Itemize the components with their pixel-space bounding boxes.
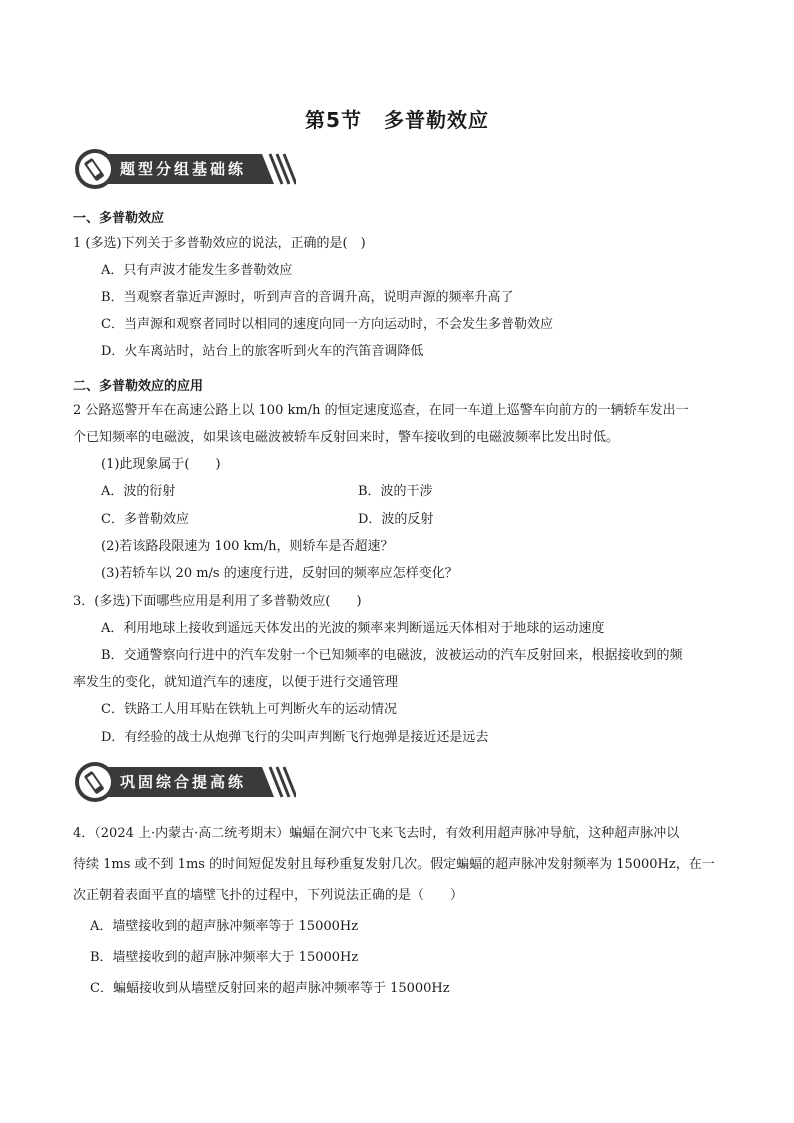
section-heading: 二、多普勒效应的应用 bbox=[73, 379, 204, 394]
question-3-option-b-cont: 率发生的变化，就知道汽车的速度，以便于进行交通管理 bbox=[73, 675, 399, 690]
question-2-sub2: (2)若该路段限速为 100 km/h，则轿车是否超速？ bbox=[101, 539, 394, 554]
page-title bbox=[0, 104, 794, 133]
question-2-sub3: (3)若轿车以 20 m/s 的速度行进，反射回的频率应怎样变化？ bbox=[101, 566, 458, 581]
question-3-option-b: B．交通警察向行进中的汽车发射一个已知频率的电磁波，波被运动的汽车反射回来，根据接收到的频 bbox=[101, 648, 683, 663]
section-heading: 一、多普勒效应 bbox=[73, 211, 165, 226]
question-4-option-b: B．墙壁接收到的超声脉冲频率大于 15000Hz bbox=[90, 950, 359, 965]
question-3-option-d: D．有经验的战士从炮弹飞行的尖叫声判断飞行炮弹是接近还是远去 bbox=[101, 730, 489, 745]
title-number: 第5节 bbox=[305, 108, 362, 132]
question-2-stem-line: 2 公路巡警开车在高速公路上以 100 km/h 的恒定速度巡查，在同一车道上巡警车向前方的一辆轿车发出一 bbox=[73, 403, 689, 418]
question-2-stem-line: 个已知频率的电磁波，如果该电磁波被轿车反射回来时，警车接收到的电磁波频率比发出时低。 bbox=[73, 430, 620, 445]
section-banner-advanced bbox=[74, 761, 296, 803]
question-2-sub1: (1)此现象属于( ) bbox=[101, 457, 221, 472]
question-2-option-b: B．波的干涉 bbox=[358, 484, 433, 499]
question-1-option-c: C．当声源和观察者同时以相同的速度向同一方向运动时，不会发生多普勒效应 bbox=[101, 317, 553, 332]
question-1-stem: 1 (多选)下列关于多普勒效应的说法，正确的是( ) bbox=[73, 236, 366, 251]
title-name: 多普勒效应 bbox=[383, 108, 489, 132]
question-1-option-a: A．只有声波才能发生多普勒效应 bbox=[101, 263, 293, 278]
question-4-option-a: A．墙壁接收到的超声脉冲频率等于 15000Hz bbox=[90, 919, 359, 934]
question-4-stem-line: 次正朝着表面平直的墙壁飞扑的过程中，下列说法正确的是（ ） bbox=[73, 888, 464, 903]
question-3-option-a: A．利用地球上接收到遥远天体发出的光波的频率来判断遥远天体相对于地球的运动速度 bbox=[101, 621, 605, 636]
question-2-option-d: D．波的反射 bbox=[358, 512, 434, 527]
section-banner-basic bbox=[74, 148, 296, 190]
banner-label: 题型分组基础练 bbox=[120, 160, 247, 178]
question-4-stem-line: 4．（2024 上·内蒙古·高二统考期末）蝙蝠在洞穴中飞来飞去时，有效利用超声脉冲导航，这种超声脉冲以 bbox=[73, 826, 680, 841]
question-3-stem: 3．(多选)下面哪些应用是利用了多普勒效应( ) bbox=[73, 594, 362, 609]
question-2-option-a: A．波的衍射 bbox=[101, 484, 176, 499]
question-1-option-d: D．火车离站时，站台上的旅客听到火车的汽笛音调降低 bbox=[101, 344, 424, 359]
question-1-option-b: B．当观察者靠近声源时，听到声音的音调升高，说明声源的频率升高了 bbox=[101, 290, 514, 305]
question-3-option-c: C．铁路工人用耳贴在铁轨上可判断火车的运动情况 bbox=[101, 702, 397, 717]
question-4-stem-line: 待续 1ms 或不到 1ms 的时间短促发射且每秒重复发射几次。假定蝙蝠的超声脉冲发射频率为 15000Hz，在一 bbox=[73, 857, 715, 872]
question-4-option-c: C．蝙蝠接收到从墙壁反射回来的超声脉冲频率等于 15000Hz bbox=[90, 981, 450, 996]
banner-label: 巩固综合提高练 bbox=[120, 773, 247, 791]
question-2-option-c: C．多普勒效应 bbox=[101, 512, 189, 527]
